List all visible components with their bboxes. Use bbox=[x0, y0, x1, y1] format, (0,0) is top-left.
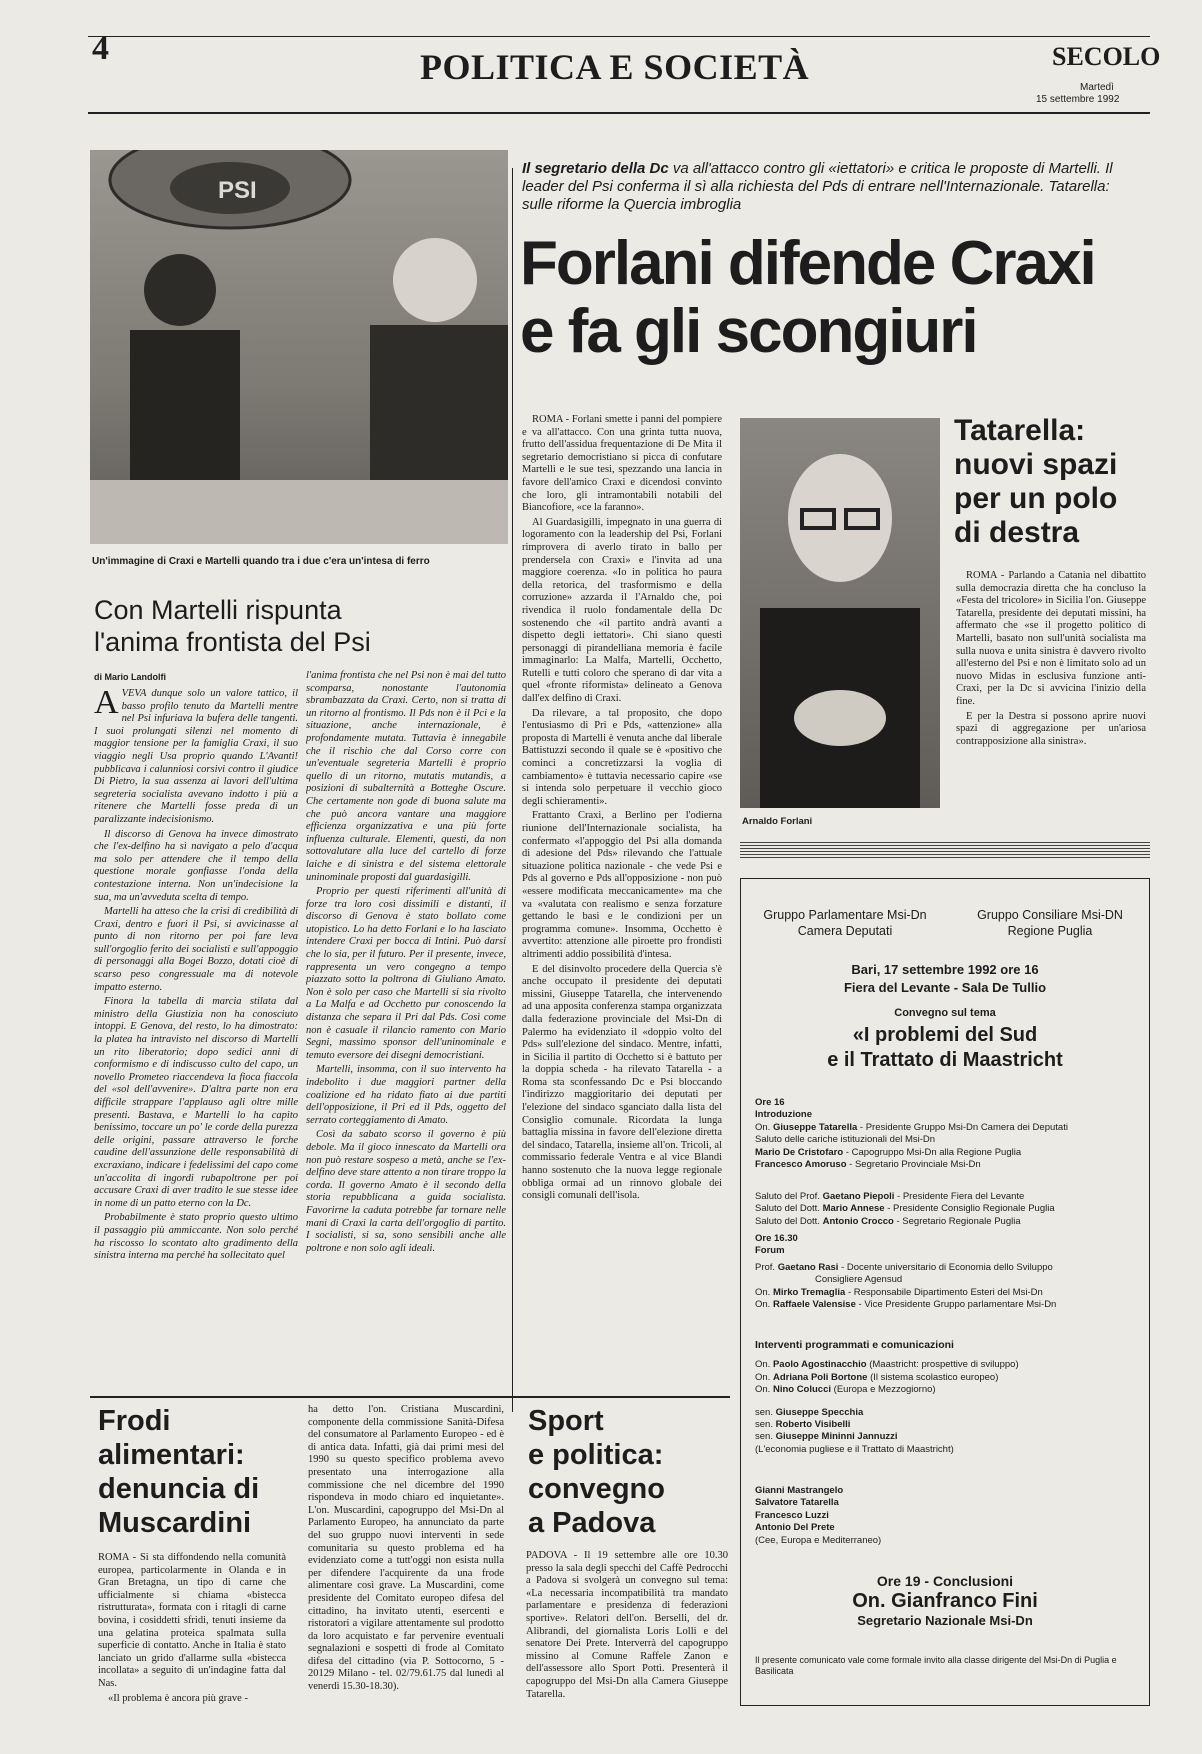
main-kicker bbox=[522, 160, 1142, 214]
martelli-col2: l'anima frontista che nel Psi non è mai del tutto scomparsa, nonostante l'autonomia sbrambazzata da Craxi. Certo, non si tratta di un ritorno al frontismo. Il Pds non è il Pci e la situazione, anche internazionale, è profondamente mutata. Tuttavia è innegabile che il rischio che dal Corso corre con un'eventuale segreteria Martelli è proprio quello di un ritorno, mutatis mutandis, a posizioni di subalternità a Botteghe Oscure. Che certamente non gode di buona salute ma che può ancora vantare una maggiore efficienza organizzativa e una più forte influenza culturale. Elementi, questi, da non sottovalutare alla luce del cartello di forze laiche e di sinistra e del sistema elettorale uninominale proposti dal guardasigilli. Proprio per questi riferimenti all'unità di forze tra loro così dissimili e distanti, il discorso di Genova è stato bollato come utopistico. Lo ha detto Forlani e lo ha lasciato intendere Craxi per bocca di Intini. Può darsi che lo sia, per il futuro. Per il presente, invece, rappresenta un vero congegno a tempo piazzato sotto la poltrona di Giuliano Amato. Non è solo per caso che Martelli si sia rivolto a La Malfa e ad Occhetto pur conoscendo la distanza che separa il Pri dal Pds. Così come non è casuale il rilancio ramento con Mario Segni, massimo sponsor dell'uninominale e temuto eversore dei disegni democristiani. Martelli, insomma, con il suo intervento ha indebolito i due maggiori partner della coalizione ed ha ridato fiato ai due partiti dell'opposizione, il Pri ed il Pds, oggetto del serrato corteggiamento di Amato. Così da sabato scorso il governo è più debole. Ma il gioco innescato da Martelli ora non può restare sospeso a metà, anche se l'ex-delfino deve stare attento a non tirare troppo la corda. Il governo Amato è il secondo della storia repubblicana a guida socialista. Favorirne la caduta potrebbe far tornare nelle mani di Craxi la carta dell'orgoglio di partito. I socialisti, si sa, sono sensibili anche alle poltrone e non solo agli ideali. bbox=[306, 670, 506, 1254]
event-title: «I problemi del Sud e il Trattato di Maastricht bbox=[827, 1024, 1063, 1071]
announcement-box bbox=[740, 878, 1150, 1706]
header-top-rule bbox=[88, 36, 1150, 37]
program-speakers: Gianni Mastrangelo Salvatore Tatarella Francesco Luzzi Antonio Del Prete (Cee, Europa e Mediterraneo) bbox=[755, 1485, 882, 1546]
martelli-headline: Con Martelli rispunta l'anima frontista del Psi bbox=[94, 595, 371, 657]
header-bottom-rule bbox=[88, 112, 1150, 114]
main-p4: Frattanto Craxi, a Berlino per l'odierna riunione dell'Internazionale socialista, ha confermato «l'appoggio del Psi alla domanda di adesione del Pds» rilevando che l'attuale situazione politica nazionale - che vede Psi e Pds al governo e Pds all'opposizione - non può «essere modificata meccanicamente» ma che va «valutata con realismo e senza forzature gettando le basi e le condizioni per un programma comune». Insomma, Occhetto è avvertito: attenzione alle piroette pro frondisti altrimenti addio possibilità d'intesa. bbox=[522, 810, 722, 960]
main-headline bbox=[520, 230, 1095, 366]
photo-forlani bbox=[740, 418, 940, 808]
main-p1: ROMA - Forlani smette i panni del pompiere e va all'attacco. Con una grinta tutta nuova, frutto dell'assidua frequentazione di De Mita il segretario democristiano si picca di confutare Martelli e le sue tesi, spezzando una lancia in favore dell'amico Craxi e dicendosi convinto che loro, gli intramontabili notabili del Biancofiore, «ce la faranno». bbox=[522, 414, 722, 514]
headline-line2: e fa gli scongiuri bbox=[520, 297, 977, 366]
tatarella-body bbox=[956, 570, 1146, 832]
tatarella-p1: ROMA - Parlando a Catania nel dibattito sulla democrazia diretta che ha concluso la «Festa del tricolore» in Sicilia l'on. Giuseppe Tatarella, presidente dei deputati missini, ha affermato che «se il progetto politico di Martelli, basato non sull'unità socialista ma sulla nuova e unita sinistra è davvero rivolto all'esterno del Psi e non è limitato solo ad un nuovo Midas in esclusiva funzione anti-Craxi, per la Dc si avvicina l'inizio della fine. bbox=[956, 570, 1146, 707]
photo-illustration bbox=[90, 150, 508, 544]
program-forum: Ore 16.30 Forum Prof. Gaetano Rasi - Docente universitario di Economia dello Sviluppo Consigliere Agensud On. Mirko Tremaglia - Responsabile Dipartimento Esteri del Msi-Dn On. Raffaele Valensise - Vice Presidente Gruppo parlamentare Msi-Dn bbox=[755, 1233, 1057, 1311]
forlani-caption: Arnaldo Forlani bbox=[742, 816, 813, 827]
closing-name: On. Gianfranco Fini bbox=[852, 1590, 1038, 1612]
frodi-headline: Frodi alimentari: denuncia di Muscardini bbox=[98, 1405, 260, 1539]
main-p2: Al Guardasigilli, impegnato in una guerra di logoramento con la leadership del Psi, Forlani rimprovera di averlo tirato in ballo per prendersela con Craxi» e l'invita ad una maggiore coerenza. «Io in politica ho paura della retorica, del trasformismo e della corruzione» azzarda il l'Arnaldo che, poi rivendica il ruolo fondamentale della Dc sostenendo che «il partito andrà avanti a dispetto degli iettatori». Chi siano questi personaggi di pirandelliana memoria è facile immaginarlo: La Malfa, Martelli, Occhetto, Rutelli e tutti coloro che sperano di dar vita a quel «fronte riformista» delineato a Genova dall'ex delfino di Craxi. bbox=[522, 516, 722, 705]
psi-logo-text: PSI bbox=[218, 177, 257, 204]
martelli-byline: di Mario Landolfi bbox=[94, 672, 166, 682]
main-article-body bbox=[522, 414, 722, 1414]
sport-headline: Sport e politica: convegno a Padova bbox=[528, 1405, 665, 1539]
convegno-label: Convegno sul tema bbox=[894, 1007, 996, 1019]
org-left: Gruppo Parlamentare Msi-Dn Camera Deputati bbox=[763, 908, 927, 938]
bottom-section-rule bbox=[90, 1396, 730, 1398]
footer-note: Il presente comunicato vale come formale invito alla classe dirigente del Msi-Dn di Puglia e Basilicata bbox=[755, 1655, 1117, 1676]
org-right: Gruppo Consiliare Msi-DN Regione Puglia bbox=[977, 908, 1123, 938]
section-title: POLITICA E SOCIETÀ bbox=[420, 47, 810, 87]
main-p5: E del disinvolto procedere della Quercia s'è anche occupato il presidente dei deputati missini, Giuseppe Tatarella, che intervenendo ad una apposita conferenza stampa organizzata dalla federazione provinciale del Msi-Dn di Palermo ha evidenziato il «doppio volto del Pds» sull'elezione del sindaco. Mentre, infatti, in Sicilia il partito di Occhetto si è battuto per la doppia scheda - ha rilevato Tatarella - a Roma sta sconfessando Dc e Psi bloccando l'indirizzo maggioritario dei deputati per l'elezione del sindaco sganciato dalla lista del Consiglio comunale. Ricordata la lunga battaglia missina in favore dell'elezione diretta del sindaco, Tatarella, insieme all'on. Tricoli, al commissario federale Ventra e al vice Blandi hanno sostenuto che la nuova legge regionale obbliga ormai ad un rinnovo globale dei consigli comunali dell'isola. bbox=[522, 963, 722, 1202]
closing-block: Ore 19 - Conclusioni On. Gianfranco Fini Segretario Nazionale Msi-Dn bbox=[741, 1573, 1149, 1628]
main-p3: Da rilevare, a tal proposito, che dopo l'entusiasmo di Pri e Pds, «attenzione» alla proposta di Martelli è venuta anche dal liberale Battistuzzi secondo il quale se è «positivo che cominci a concretizzarsi la voglia di cambiamento» è tuttavia necessario capire «se si intenda solo perpetuare il vecchio gioco degli schieramenti». bbox=[522, 707, 722, 807]
sport-body: PADOVA - Il 19 settembre alle ore 10.30 presso la sala degli specchi del Caffè Pedrocchi a Padova si svolgerà un convegno sul tema: «La necessaria incompatibilità tra mandato parlamentare e presidenza di federazioni sportive». Relatori dell'on. Berselli, del dr. Alibrandi, del giornalista Loris Lolli e del senatore Dei Prete. Interverrà del capogruppo missino al Comune Raffele Zanon e dell'assessore allo Sport Pottì. Presenterà il capogruppo del Msi-Dn alla Camera Giuseppe Tatarella. bbox=[526, 1550, 728, 1700]
kicker-rest: va all'attacco contro gli «iettatori» e critica le proposte di Martelli. Il leader del Psi conferma il sì alla richiesta del Pds di entrare nell'Internazionale. Tatarella: sulle riforme la Quercia imbroglia bbox=[522, 160, 1113, 213]
headline-line1: Forlani difende Craxi bbox=[520, 229, 1095, 298]
kicker-bold: Il segretario della Dc bbox=[522, 160, 669, 177]
photo-craxi-martelli bbox=[90, 150, 508, 544]
page-number: 4 bbox=[92, 30, 109, 67]
masthead: SECOLO bbox=[1052, 42, 1161, 71]
program-tatarella: On. Giuseppe Tatarella - Presidente Gruppo Msi-Dn Camera dei Deputati bbox=[755, 1121, 1068, 1133]
program-interventi: Interventi programmati e comunicazioni On. Paolo Agostinacchio (Maastricht: prospettive di sviluppo) On. Adriana Poli Bortone (Il sistema scolastico europeo) On. Nino Colucci (Europa e Mezzogiorno) sen. Giuseppe Specchia sen. Roberto Visibelli sen. Giuseppe Mininni Jannuzzi (L'economia pugliese e il Trattato di Maastricht) bbox=[755, 1339, 1019, 1455]
vertical-divider bbox=[512, 168, 513, 1412]
program-part1: Ore 16 Introduzione On. Giuseppe Tatarella - Presidente Gruppo Msi-Dn Camera dei Deputati Saluto delle cariche istituzionali del Msi-Dn Mario De Cristofaro - Capogruppo Msi-Dn alla Regione Puglia Francesco Amoruso - Segretario Provinciale Msi-Dn bbox=[755, 1097, 1145, 1171]
hatch-divider bbox=[740, 842, 1150, 860]
forlani-illustration bbox=[740, 418, 940, 808]
frodi-col2: ha detto l'on. Cristiana Muscardini, componente della commissione Sanità-Difesa del consumatore al Parlamento Europeo - ed è di antica data. Infatti, già dai primi mesi del 1990 su questo specifico problema avevo presentato una interrogazione alla commissione che nel dicembre del 1990 rispondeva in modo chiaro ed inquietante». L'on. Muscardini, capogruppo del Msi-Dn al Parlamento Europeo, ha annunciato da parte del suo gruppo nuovi interventi in sede comunitaria su questo problema ed ha evidenziato come a tutt'oggi non esista nulla per difendere l'acquirente da una frode alimentare così grave. La Muscardini, come presidente del Comitato europeo difesa del cittadino, ha invitato utenti, esercenti e ristoratori a vigilare attentamente sul prodotto da loro acquistato e far pervenire eventuali segnalazioni e sospetti di frode al Comitato difesa del cittadino (via P. Sottocorno, 5 - 20129 Milano - tel. 02/79.61.75 dal lunedì al venerdì 15.30-18.30). bbox=[308, 1404, 504, 1693]
event-date-venue: Bari, 17 settembre 1992 ore 16 Fiera del Levante - Sala De Tullio bbox=[843, 962, 1047, 995]
program-greetings: Saluto del Prof. Gaetano Piepoli - Presidente Fiera del Levante Saluto del Dott. Mario Annese - Presidente Consiglio Regionale Puglia Saluto del Dott. Antonio Crocco - Segretario Regionale Puglia bbox=[755, 1191, 1055, 1227]
tatarella-p2: E per la Destra si possono aprire nuovi spazi di aggregazione per un'ariosa contrapposizione alla sinistra». bbox=[956, 710, 1146, 747]
weekday: Martedì bbox=[1080, 82, 1114, 93]
drop-cap: A bbox=[94, 688, 119, 721]
issue-date: 15 settembre 1992 bbox=[1036, 94, 1120, 105]
martelli-col1: AVEVA dunque solo un valore tattico, il basso profilo tenuto da Martelli mentre nel Psi infuriava la bufera delle tangenti. I suoi prolungati silenzi nel momento di maggior tensione per la famiglia Craxi, il suo viaggio negli Usa proprio quando L'Avanti! pubblicava i calunniosi corsivi contro il giudice Di Pietro, la sua assenza ai lavori dell'ultima segreteria socialista avevano indotto i più a ritenere che Martelli fosse preda di un paralizzante indecisionismo. Il discorso di Genova ha invece dimostrato che l'ex-delfino ha sì navigato a pelo d'acqua ma solo per attendere che il tempo della questione morale gonfiasse l'onda della contestazione interna. Non un'indecisione la sua, ma un'avveduta scelta di tempo. Martelli ha atteso che la crisi di credibilità di Craxi, dentro e fuori il Psi, si avvicinasse al punto di non ritorno per poi fare leva sull'orgoglio ferito dei socialisti e sull'appoggio di personaggi alla Bogei Bozzo, dotati cioè di scarso peso congressuale ma di notevole impatto esterno. Finora la tabella di marcia stilata dal ministro della Giustizia non ha conosciuto intoppi. E Genova, del resto, lo ha dimostrato: la platea ha intravisto nel discorso di Martelli un rito liberatorio; dopo sedici anni di conformismo e di indiscusso culto del capo, un novello Prometeo riaccendeva la fioca fiaccola del «sol dell'avvenire». D'altra parte non era difficile strappare l'applauso agli oltre mille presenti. Bastava, e Martelli lo ha capito benissimo, toccare un po' le corde della purezza delle origini, passare attraverso le forche caudine dell'assunzione delle responsabilità di excraxiano, indicare i fedelissimi del capo come un'accolita di ingordi rubapoltrone per poi accusare Craxi di aver tradito le sue stesse idee in nome di un patto eterno con la Dc. Probabilmente è stato proprio questo ultimo il passaggio più ammiccante. Non solo perché ha riscosso lo scontato alto gradimento della sinistra interna ma perché ha sollecitato quel bbox=[94, 688, 298, 1262]
frodi-col1: ROMA - Si sta diffondendo nella comunità europea, particolarmente in Olanda e in Gran Bretagna, un tipo di carne che ufficialmente si chiama «bistecca ristrutturata», formata con i ritagli di carne bovina, i cosiddetti sfridi, tenuti insieme da una gelatina proteica spalmata sulla superficie di contatto. Anche in Italia è stato lanciato un grido d'allarme sulla «bistecca incollata» a seguito di un'indagine fatta dal Nas. «Il problema è ancora più grave - bbox=[98, 1552, 286, 1704]
photo-caption-top: Un'immagine di Craxi e Martelli quando tra i due c'era un'intesa di ferro bbox=[92, 556, 430, 567]
tatarella-headline: Tatarella: nuovi spazi per un polo di destra bbox=[954, 414, 1118, 549]
